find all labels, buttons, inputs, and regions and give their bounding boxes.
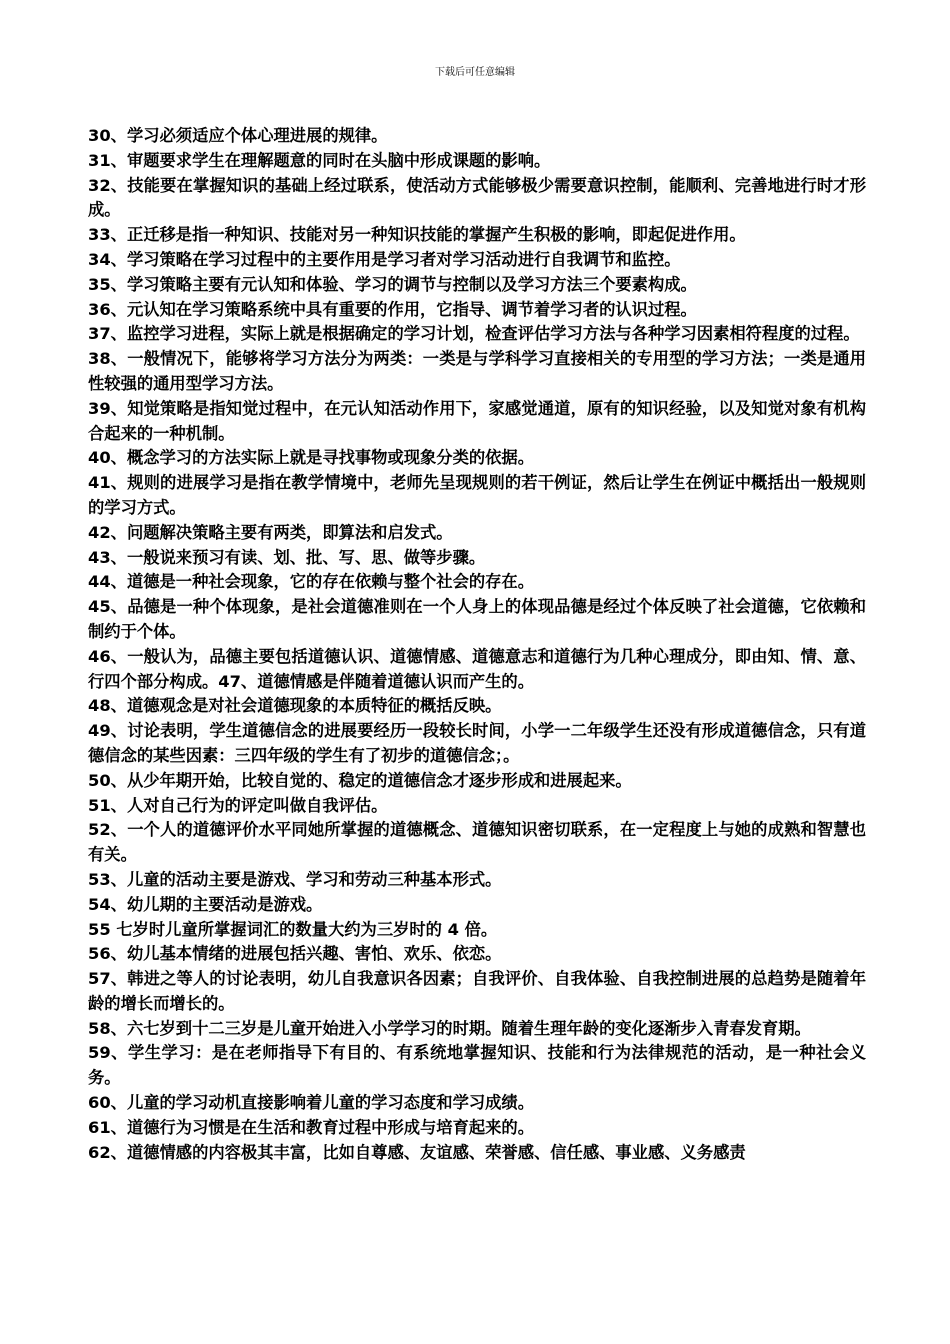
list-item: 41、规则的进展学习是指在教学情境中，老师先呈现规则的若干例证，然后让学生在例证中概括出一般规则的学习方式。 bbox=[88, 473, 866, 517]
list-item: 50、从少年期开始，比较自觉的、稳定的道德信念才逐步形成和进展起来。 bbox=[88, 770, 632, 790]
list-item: 33、正迁移是指一种知识、技能对另一种知识技能的掌握产生积极的影响，即起促进作用。 bbox=[88, 225, 746, 245]
list-item: 43、一般说来预习有读、划、批、写、思、做等步骤。 bbox=[88, 547, 486, 567]
list-item: 58、六七岁到十二三岁是儿童开始进入小学学习的时期。随着生理年龄的变化逐渐步入青春发育期。 bbox=[88, 1018, 811, 1038]
list-item: 46、一般认为，品德主要包括道德认识、道德情感、道德意志和道德行为几种心理成分，即由知、情、意、行四个部分构成。47、道德情感是伴随着道德认识而产生的。 bbox=[88, 646, 866, 691]
list-item: 32、技能要在掌握知识的基础上经过联系，使活动方式能够极少需要意识控制，能顺利、完善地进行时才形成。 bbox=[88, 175, 866, 220]
list-item: 37、监控学习进程，实际上就是根据确定的学习计划，检查评估学习方法与各种学习因素相符程度的过程。 bbox=[88, 324, 860, 344]
list-item: 55 七岁时儿童所掌握词汇的数量大约为三岁时的 4 倍。 bbox=[88, 919, 498, 939]
list-item: 40、概念学习的方法实际上就是寻找事物或现象分类的依据。 bbox=[88, 448, 534, 468]
list-item: 34、学习策略在学习过程中的主要作用是学习者对学习活动进行自我调节和监控。 bbox=[88, 249, 681, 269]
list-item: 36、元认知在学习策略系统中具有重要的作用，它指导、调节着学习者的认识过程。 bbox=[88, 299, 697, 319]
list-item: 56、幼儿基本情绪的进展包括兴趣、害怕、欢乐、依恋。 bbox=[88, 944, 502, 964]
list-item: 54、幼儿期的主要活动是游戏。 bbox=[88, 894, 323, 914]
list-item: 59、学生学习：是在老师指导下有目的、有系统地掌握知识、技能和行为法律规范的活动，是一种社会义务。 bbox=[88, 1043, 866, 1088]
list-item: 53、儿童的活动主要是游戏、学习和劳动三种基本形式。 bbox=[88, 869, 502, 889]
document-body bbox=[88, 124, 866, 1165]
list-item: 35、学习策略主要有元认知和体验、学习的调节与控制以及学习方法三个要素构成。 bbox=[88, 274, 697, 294]
list-item: 52、一个人的道德评价水平同她所掌握的道德概念、道德知识密切联系，在一定程度上与她的成熟和智慧也有关。 bbox=[88, 820, 866, 865]
list-item: 48、道德观念是对社会道德现象的本质特征的概括反映。 bbox=[88, 696, 502, 716]
list-item: 39、知觉策略是指知觉过程中，在元认知活动作用下，家感觉通道，原有的知识经验，以及知觉对象有机构合起来的一种机制。 bbox=[88, 398, 866, 443]
list-item: 30、学习必须适应个体心理进展的规律。 bbox=[88, 126, 388, 145]
list-item: 42、问题解决策略主要有两类，即算法和启发式。 bbox=[88, 522, 453, 542]
list-item: 57、韩进之等人的讨论表明，幼儿自我意识各因素；自我评价、自我体验、自我控制进展的总趋势是随着年龄的增长而增长的。 bbox=[88, 969, 866, 1013]
list-item: 31、审题要求学生在理解题意的同时在头脑中形成课题的影响。 bbox=[88, 150, 551, 170]
list-item: 45、品德是一种个体现象，是社会道德准则在一个人身上的体现品德是经过个体反映了社会道德，它依赖和制约于个体。 bbox=[88, 597, 866, 641]
list-item: 44、道德是一种社会现象，它的存在依赖与整个社会的存在。 bbox=[88, 572, 534, 592]
list-item: 62、道德情感的内容极其丰富，比如自尊感、友谊感、荣誉感、信任感、事业感、义务感责 bbox=[88, 1142, 746, 1162]
list-item: 38、一般情况下，能够将学习方法分为两类：一类是与学科学习直接相关的专用型的学习方法；一类是通用性较强的通用型学习方法。 bbox=[88, 349, 866, 393]
list-item: 60、儿童的学习动机直接影响着儿童的学习态度和学习成绩。 bbox=[88, 1093, 534, 1113]
list-item: 49、讨论表明，学生道德信念的进展要经历一段较长时间，小学一二年级学生还没有形成道德信念，只有道德信念的某些因素：三四年级的学生有了初步的道德信念；。 bbox=[88, 721, 866, 765]
list-item: 51、人对自己行为的评定叫做自我评估。 bbox=[88, 795, 388, 815]
list-item: 61、道德行为习惯是在生活和教育过程中形成与培育起来的。 bbox=[88, 1117, 534, 1137]
page-header: 下载后可任意编辑 bbox=[435, 67, 515, 78]
